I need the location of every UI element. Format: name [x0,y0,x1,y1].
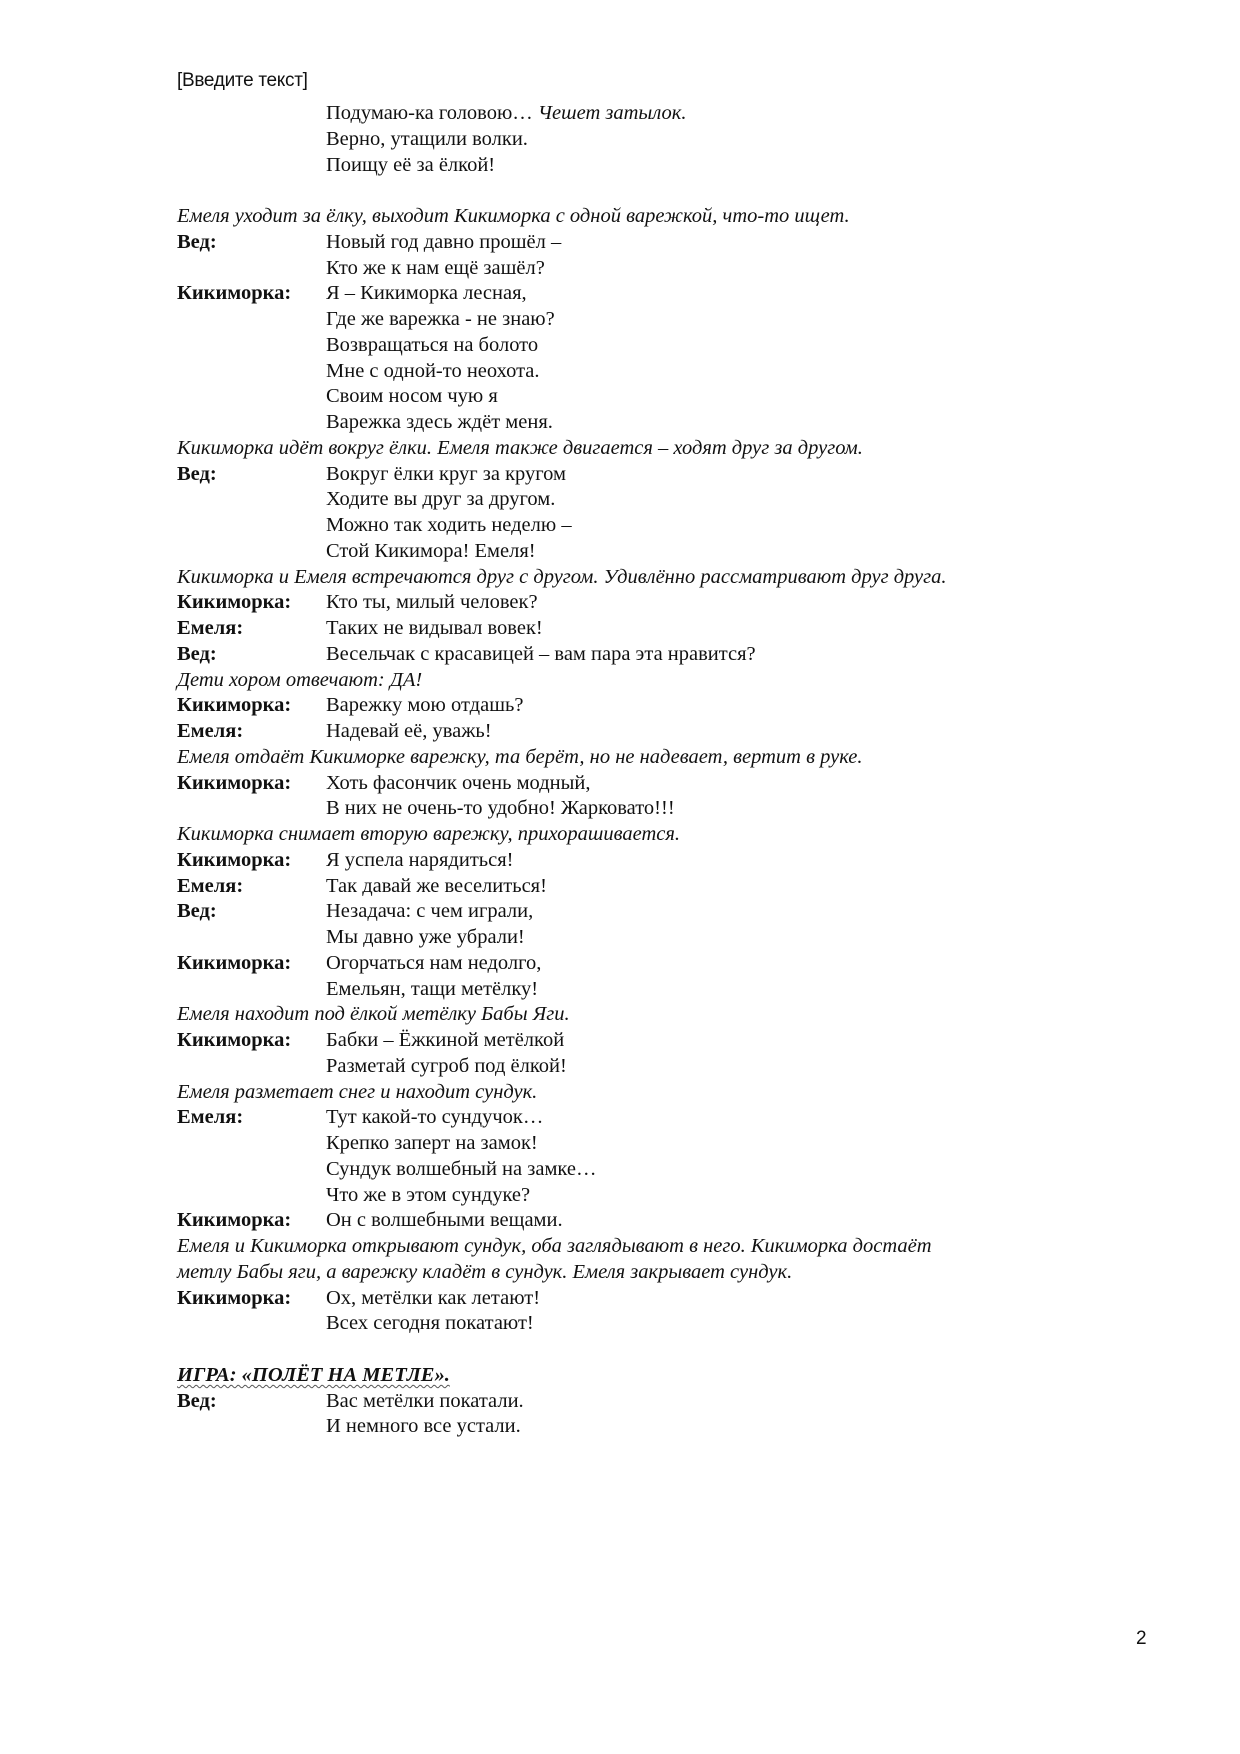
speech-text [326,384,1177,410]
dialogue-line [177,1286,1177,1312]
speech-text [326,230,1177,256]
stage-direction: Емеля разметает снег и находит сундук. [177,1080,538,1103]
speech-words: Что же в этом сундуке? [326,1183,531,1206]
speech-words: Вас метёлки покатали. [326,1389,524,1412]
speaker-label [177,513,326,539]
game-heading-row [177,1363,1177,1389]
speech-text [326,101,1177,127]
speech-text [326,616,1177,642]
speech-words: Я успела нарядиться! [326,848,514,871]
speech-text [326,513,1177,539]
continuation-line [177,925,1177,951]
speech-words: Мы давно уже убрали! [326,926,525,948]
continuation-line [177,1183,1177,1209]
speaker-label: Вед: [177,642,217,665]
continuation-line [177,539,1177,565]
speech-words: Можно так ходить неделю – [326,514,572,536]
speaker-label [177,1131,326,1157]
speech-words: Весельчак с красавицей – вам пара эта нравится? [326,642,756,665]
speech-text [326,693,1177,719]
speech-text [326,1183,1177,1209]
speaker-label [177,307,326,333]
stage-direction: Емеля отдаёт Кикиморке варежку, та берёт, но не надевает, вертит в руке. [177,745,863,768]
speech-words: Мне с одной-то неохота. [326,359,540,382]
speech-words: Кто ты, милый человек? [326,591,538,614]
speech-words: Кто же к нам ещё зашёл? [326,256,545,279]
speaker-label: Кикиморка: [177,771,292,794]
speech-words: Хоть фасончик очень модный, [326,771,591,794]
speech-text [326,1208,1177,1234]
speech-words: Новый год давно прошёл – [326,230,562,253]
speech-words: Надевай её, уважь! [326,720,492,742]
continuation-line [177,977,1177,1003]
speech-words: Он с волшебными вещами. [326,1209,563,1232]
speaker-label [177,1054,326,1080]
continuation-line [177,153,1177,179]
continuation-line [177,1414,1177,1440]
game-heading: ИГРА: «ПОЛЁТ НА МЕТЛЕ». [177,1363,450,1386]
speaker-label [177,487,326,513]
speech-words: Верно, утащили волки. [326,127,528,150]
speech-words: Сундук волшебный на замке… [326,1157,597,1180]
continuation-line [177,333,1177,359]
speaker-label [177,1183,326,1209]
stage-direction: Кикиморка снимает вторую варежку, прихорашивается. [177,823,681,845]
blank-line [177,178,1177,204]
speech-text [326,874,1177,900]
continuation-line [177,1157,1177,1183]
page-number: 2 [1136,1628,1147,1649]
speaker-label: Вед: [177,900,217,923]
speaker-label [177,977,326,1003]
dialogue-line [177,848,1177,874]
speaker-label: Емеля: [177,1106,244,1129]
dialogue-line [177,590,1177,616]
speech-words: Возвращаться на болото [326,333,539,356]
speaker-label [177,796,326,822]
speech-text [326,1157,1177,1183]
speaker-label: Вед: [177,1389,217,1412]
speech-words: Ох, метёлки как летают! [326,1286,541,1309]
speaker-label: Кикиморка: [177,1209,292,1232]
speech-text [326,977,1177,1003]
inline-stage-direction: Чешет затылок. [537,102,687,124]
speaker-label [177,410,326,436]
speaker-label [177,1311,326,1337]
speech-text [326,1414,1177,1440]
speech-text [326,1286,1177,1312]
continuation-line [177,796,1177,822]
continuation-line [177,127,1177,153]
dialogue-line [177,899,1177,925]
speech-words: Так давай же веселиться! [326,874,547,897]
speech-words: Бабки – Ёжкиной метёлкой [326,1029,565,1051]
speaker-label [177,101,326,127]
continuation-line [177,256,1177,282]
dialogue-line [177,1208,1177,1234]
stage-direction: метлу Бабы яги, а варежку кладёт в сундук. Емеля закрывает сундук. [177,1260,793,1283]
continuation-line [177,487,1177,513]
dialogue-line [177,642,1177,668]
speech-words: И немного все устали. [326,1415,521,1438]
speaker-label [177,1157,326,1183]
dialogue-line [177,693,1177,719]
speech-words: Подумаю-ка головою… [326,102,538,124]
speech-text [326,1054,1177,1080]
speaker-label [177,359,326,385]
speaker-label: Емеля: [177,874,244,897]
speech-text [326,848,1177,874]
dialogue-line [177,616,1177,642]
speech-text [326,796,1177,822]
speech-words: Таких не видывал вовек! [326,617,543,639]
stage-direction: Кикиморка идёт вокруг ёлки. Емеля также двигается – ходят друг за другом. [177,436,863,459]
speaker-label: Кикиморка: [177,951,292,974]
speaker-label [177,1414,326,1440]
speech-words: Емельян, тащи метёлку! [326,977,539,1000]
dialogue-line [177,771,1177,797]
stage-direction: Емеля и Кикиморка открывают сундук, оба заглядывают в него. Кикиморка достаёт [177,1235,932,1257]
speaker-label: Кикиморка: [177,1286,292,1309]
speech-text [326,925,1177,951]
speaker-label: Емеля: [177,617,244,639]
speech-words: В них не очень-то удобно! Жарковато!!! [326,797,675,820]
speech-text [326,281,1177,307]
speaker-label: Кикиморка: [177,282,292,305]
dialogue-line [177,281,1177,307]
dialogue-line [177,1105,1177,1131]
speech-text [326,410,1177,436]
speech-words: Вокруг ёлки круг за кругом [326,462,566,485]
speech-words: Варежку мою отдашь? [326,694,524,717]
speech-words: Варежка здесь ждёт меня. [326,411,553,433]
speech-words: Стой Кикимора! Емеля! [326,539,536,562]
speech-text [326,256,1177,282]
speech-text [326,642,1177,668]
speaker-label: Кикиморка: [177,591,292,614]
stage-direction: Кикиморка и Емеля встречаются друг с другом. Удивлённо рассматривают друг друга. [177,565,947,588]
speech-text [326,127,1177,153]
speech-text [326,771,1177,797]
speaker-label [177,384,326,410]
speech-text [326,153,1177,179]
speaker-label: Вед: [177,230,217,253]
speaker-label [177,925,326,951]
speech-words: Я – Кикиморка лесная, [326,282,527,305]
speech-words: Незадача: с чем играли, [326,900,534,923]
dialogue-line [177,462,1177,488]
continuation-line [177,101,1177,127]
dialogue-line [177,1389,1177,1415]
blank-line [177,1337,1177,1363]
speech-text [326,1028,1177,1054]
speaker-label [177,333,326,359]
continuation-line [177,384,1177,410]
speech-text [326,719,1177,745]
speech-text [326,1389,1177,1415]
continuation-line [177,1054,1177,1080]
dialogue-line [177,951,1177,977]
speech-words: Тут какой-то сундучок… [326,1106,544,1129]
speaker-label: Вед: [177,462,217,485]
stage-direction: Емеля находит под ёлкой метёлку Бабы Яги. [177,1003,570,1026]
continuation-line [177,513,1177,539]
continuation-line [177,1131,1177,1157]
speech-words: Разметай сугроб под ёлкой! [326,1054,567,1077]
script-body [177,101,1177,1440]
speech-text [326,1311,1177,1337]
stage-direction: Емеля уходит за ёлку, выходит Кикиморка с одной варежкой, что-то ищет. [177,205,850,227]
speech-words: Поищу её за ёлкой! [326,153,496,176]
speech-words: Огорчаться нам недолго, [326,951,542,974]
speech-text [326,899,1177,925]
speaker-label [177,153,326,179]
speaker-label: Кикиморка: [177,1029,292,1051]
dialogue-line [177,230,1177,256]
speaker-label: Кикиморка: [177,848,292,871]
speech-words: Крепко заперт на замок! [326,1132,538,1154]
speech-words: Где же варежка - не знаю? [326,308,555,330]
header-placeholder: [Введите текст] [177,70,308,91]
speaker-label: Емеля: [177,720,244,742]
speech-text [326,359,1177,385]
speech-text [326,487,1177,513]
speaker-label [177,256,326,282]
speech-text [326,1105,1177,1131]
speech-words: Всех сегодня покатают! [326,1312,534,1335]
dialogue-line [177,1028,1177,1054]
speech-text [326,333,1177,359]
speech-text [326,951,1177,977]
speaker-label [177,127,326,153]
speech-text [326,1131,1177,1157]
speaker-label: Кикиморка: [177,694,292,717]
speech-text [326,307,1177,333]
continuation-line [177,307,1177,333]
dialogue-line [177,719,1177,745]
speech-words: Своим носом чую я [326,385,498,408]
stage-direction: Дети хором отвечают: ДА! [177,668,423,691]
speech-text [326,462,1177,488]
continuation-line [177,359,1177,385]
speech-words: Ходите вы друг за другом. [326,488,556,511]
continuation-line [177,1311,1177,1337]
speech-text [326,590,1177,616]
dialogue-line [177,874,1177,900]
speaker-label [177,539,326,565]
continuation-line [177,410,1177,436]
speech-text [326,539,1177,565]
